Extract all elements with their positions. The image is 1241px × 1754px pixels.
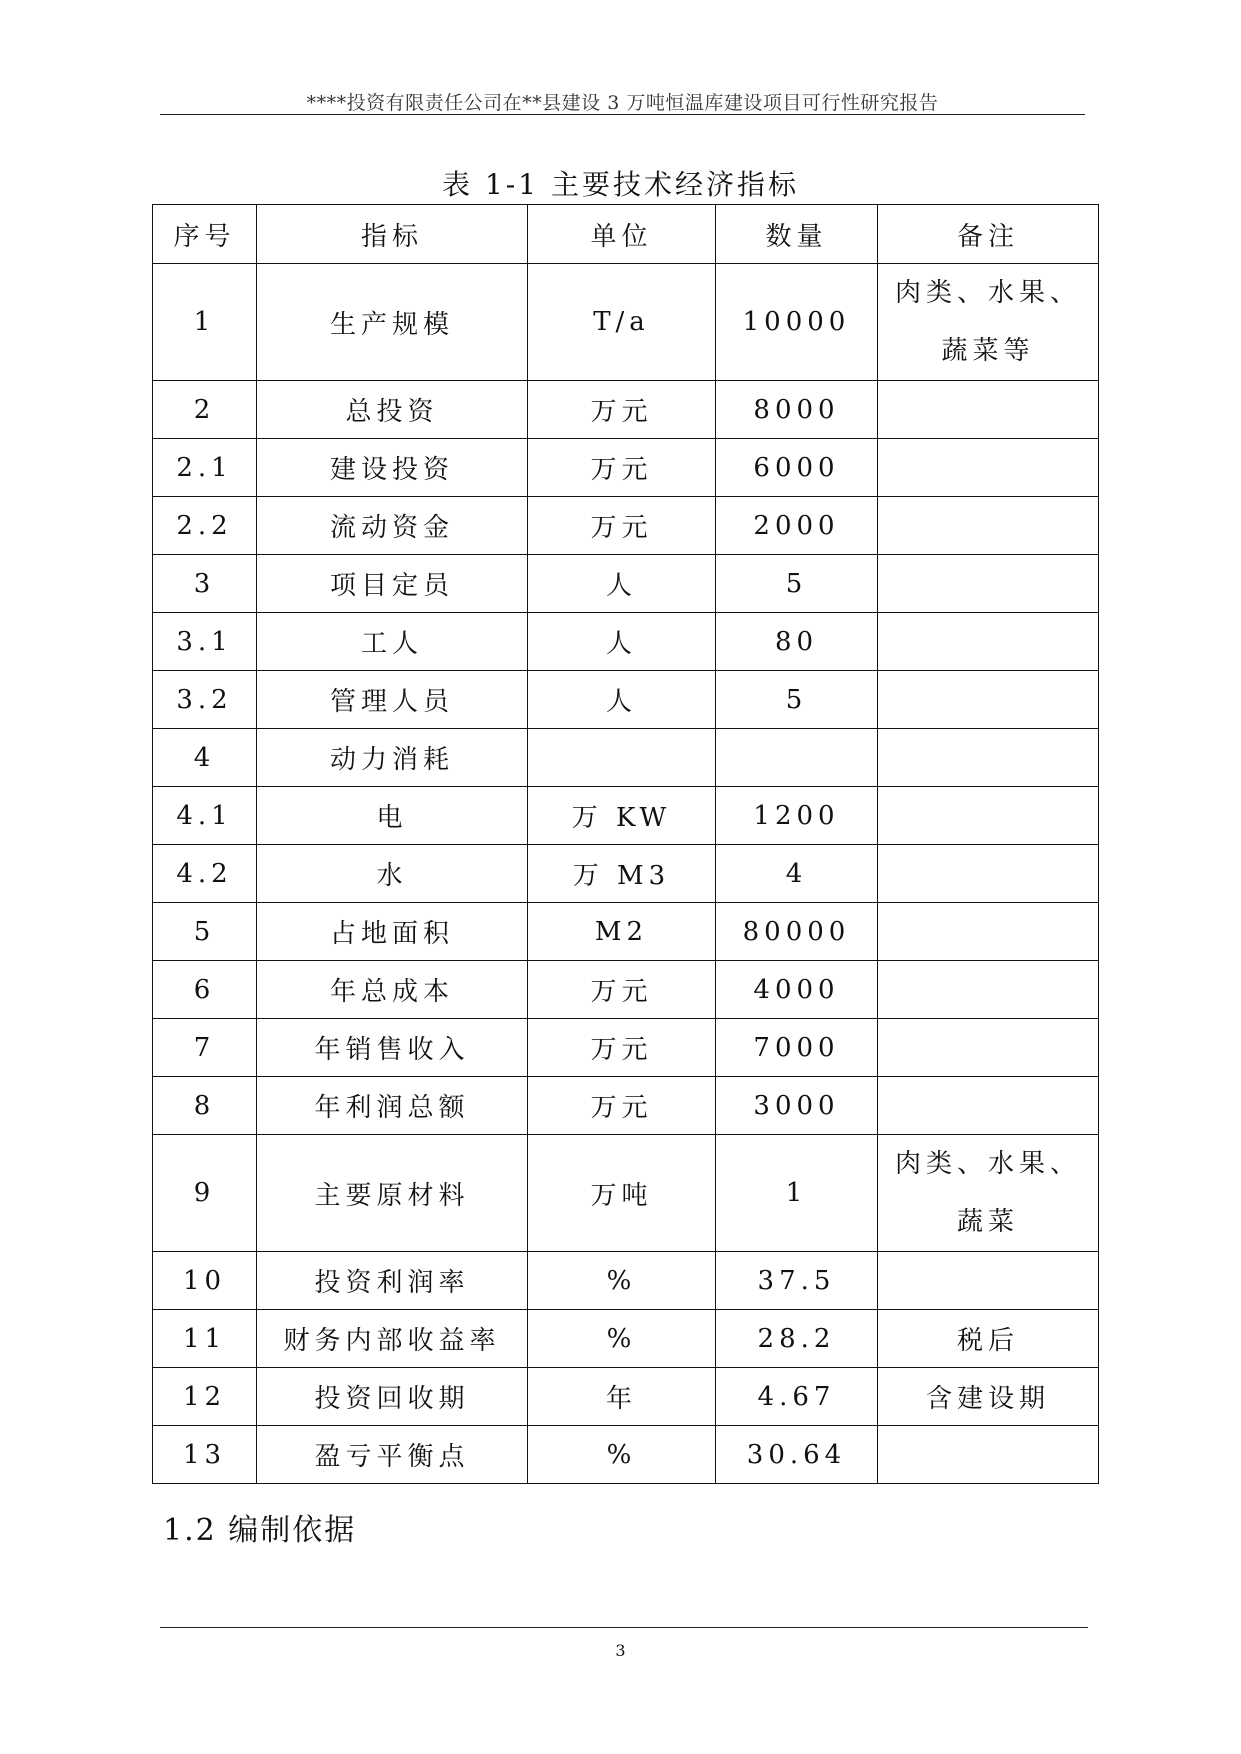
row-number-cell: 4.2 xyxy=(153,845,257,903)
quantity-cell: 6000 xyxy=(716,439,878,497)
note-cell xyxy=(878,1135,1099,1252)
quantity-cell: 80000 xyxy=(716,903,878,961)
note-cell xyxy=(878,787,1099,845)
row-number-cell: 3 xyxy=(153,555,257,613)
column-header-no: 序号 xyxy=(153,205,257,264)
indicator-cell: 投资利润率 xyxy=(257,1252,528,1310)
indicator-cell: 盈亏平衡点 xyxy=(257,1426,528,1484)
table-row xyxy=(153,439,1099,497)
note-cell xyxy=(878,1019,1099,1077)
note-cell xyxy=(878,1310,1099,1368)
table-row xyxy=(153,555,1099,613)
indicator-cell: 工人 xyxy=(257,613,528,671)
column-header-quantity: 数量 xyxy=(716,205,878,264)
note-line: 税后 xyxy=(956,1326,1019,1356)
table-row xyxy=(153,845,1099,903)
note-cell xyxy=(878,555,1099,613)
unit-cell: 万 KW xyxy=(528,787,716,845)
table-row xyxy=(153,381,1099,439)
row-number-cell: 9 xyxy=(153,1135,257,1252)
row-number-cell: 3.2 xyxy=(153,671,257,729)
note-cell xyxy=(878,264,1099,381)
table-row xyxy=(153,1252,1099,1310)
quantity-cell: 10000 xyxy=(716,264,878,381)
row-number-cell: 11 xyxy=(153,1310,257,1368)
table-header-row xyxy=(153,205,1099,264)
row-number-cell: 2 xyxy=(153,381,257,439)
unit-cell xyxy=(528,729,716,787)
table-row xyxy=(153,1310,1099,1368)
footer-divider xyxy=(160,1627,1088,1628)
row-number-cell: 3.1 xyxy=(153,613,257,671)
row-number-cell: 2.1 xyxy=(153,439,257,497)
note-cell xyxy=(878,381,1099,439)
row-number-cell: 7 xyxy=(153,1019,257,1077)
indicator-cell: 占地面积 xyxy=(257,903,528,961)
running-header: ****投资有限责任公司在**县建设 3 万吨恒温库建设项目可行性研究报告 xyxy=(306,92,939,114)
indicator-cell: 总投资 xyxy=(257,381,528,439)
table-row xyxy=(153,1426,1099,1484)
quantity-cell: 4000 xyxy=(716,961,878,1019)
note-cell xyxy=(878,439,1099,497)
indicator-cell: 电 xyxy=(257,787,528,845)
unit-cell: 万元 xyxy=(528,1077,716,1135)
column-header-note: 备注 xyxy=(878,205,1099,264)
quantity-cell: 2000 xyxy=(716,497,878,555)
table-row xyxy=(153,264,1099,381)
note-line: 蔬菜等 xyxy=(941,336,1035,366)
column-header-indicator: 指标 xyxy=(257,205,528,264)
indicator-cell: 年总成本 xyxy=(257,961,528,1019)
unit-cell: 万元 xyxy=(528,439,716,497)
quantity-cell: 4.67 xyxy=(716,1368,878,1426)
note-cell xyxy=(878,729,1099,787)
indicator-cell: 年销售收入 xyxy=(257,1019,528,1077)
indicator-cell: 动力消耗 xyxy=(257,729,528,787)
row-number-cell: 5 xyxy=(153,903,257,961)
note-cell xyxy=(878,1077,1099,1135)
indicator-cell: 项目定员 xyxy=(257,555,528,613)
page-number: 3 xyxy=(615,1641,626,1660)
note-cell xyxy=(878,1368,1099,1426)
table-row xyxy=(153,1077,1099,1135)
quantity-cell: 28.2 xyxy=(716,1310,878,1368)
indicator-cell: 管理人员 xyxy=(257,671,528,729)
row-number-cell: 2.2 xyxy=(153,497,257,555)
row-number-cell: 4.1 xyxy=(153,787,257,845)
unit-cell: 万元 xyxy=(528,381,716,439)
unit-cell: 人 xyxy=(528,671,716,729)
quantity-cell: 5 xyxy=(716,555,878,613)
row-number-cell: 8 xyxy=(153,1077,257,1135)
indicator-cell: 生产规模 xyxy=(257,264,528,381)
table-row xyxy=(153,961,1099,1019)
table-title: 表 1-1 主要技术经济指标 xyxy=(442,168,799,201)
table-row xyxy=(153,729,1099,787)
unit-cell: 年 xyxy=(528,1368,716,1426)
unit-cell: 人 xyxy=(528,613,716,671)
unit-cell: % xyxy=(528,1252,716,1310)
unit-cell: T/a xyxy=(528,264,716,381)
quantity-cell: 1200 xyxy=(716,787,878,845)
quantity-cell xyxy=(716,729,878,787)
table-row xyxy=(153,787,1099,845)
quantity-cell: 8000 xyxy=(716,381,878,439)
unit-cell: 万吨 xyxy=(528,1135,716,1252)
indicator-cell: 投资回收期 xyxy=(257,1368,528,1426)
header-divider xyxy=(160,114,1085,115)
table-row xyxy=(153,1368,1099,1426)
table-row xyxy=(153,671,1099,729)
note-line: 含建设期 xyxy=(925,1384,1050,1414)
note-cell xyxy=(878,961,1099,1019)
row-number-cell: 4 xyxy=(153,729,257,787)
note-line: 肉类、水果、 xyxy=(894,1149,1081,1179)
indicator-cell: 流动资金 xyxy=(257,497,528,555)
note-cell xyxy=(878,1252,1099,1310)
unit-cell: 人 xyxy=(528,555,716,613)
table-row xyxy=(153,497,1099,555)
quantity-cell: 5 xyxy=(716,671,878,729)
note-line: 蔬菜 xyxy=(956,1207,1019,1237)
indicator-cell: 财务内部收益率 xyxy=(257,1310,528,1368)
table-row xyxy=(153,1019,1099,1077)
table-body xyxy=(153,264,1099,1484)
quantity-cell: 37.5 xyxy=(716,1252,878,1310)
row-number-cell: 12 xyxy=(153,1368,257,1426)
note-cell xyxy=(878,845,1099,903)
note-cell xyxy=(878,613,1099,671)
note-cell xyxy=(878,671,1099,729)
unit-cell: 万元 xyxy=(528,497,716,555)
row-number-cell: 10 xyxy=(153,1252,257,1310)
note-cell xyxy=(878,903,1099,961)
quantity-cell: 4 xyxy=(716,845,878,903)
row-number-cell: 1 xyxy=(153,264,257,381)
row-number-cell: 13 xyxy=(153,1426,257,1484)
quantity-cell: 1 xyxy=(716,1135,878,1252)
indicator-cell: 主要原材料 xyxy=(257,1135,528,1252)
indicator-cell: 水 xyxy=(257,845,528,903)
quantity-cell: 30.64 xyxy=(716,1426,878,1484)
unit-cell: 万元 xyxy=(528,1019,716,1077)
note-cell xyxy=(878,1426,1099,1484)
section-heading: 1.2 编制依据 xyxy=(163,1513,357,1548)
column-header-unit: 单位 xyxy=(528,205,716,264)
note-cell xyxy=(878,497,1099,555)
table-row xyxy=(153,613,1099,671)
unit-cell: 万 M3 xyxy=(528,845,716,903)
row-number-cell: 6 xyxy=(153,961,257,1019)
note-line: 肉类、水果、 xyxy=(894,278,1081,308)
indicator-cell: 年利润总额 xyxy=(257,1077,528,1135)
table-row xyxy=(153,1135,1099,1252)
table-row xyxy=(153,903,1099,961)
unit-cell: % xyxy=(528,1310,716,1368)
indicator-cell: 建设投资 xyxy=(257,439,528,497)
unit-cell: 万元 xyxy=(528,961,716,1019)
unit-cell: % xyxy=(528,1426,716,1484)
quantity-cell: 7000 xyxy=(716,1019,878,1077)
unit-cell: M2 xyxy=(528,903,716,961)
indicator-table xyxy=(152,204,1099,1484)
quantity-cell: 3000 xyxy=(716,1077,878,1135)
quantity-cell: 80 xyxy=(716,613,878,671)
